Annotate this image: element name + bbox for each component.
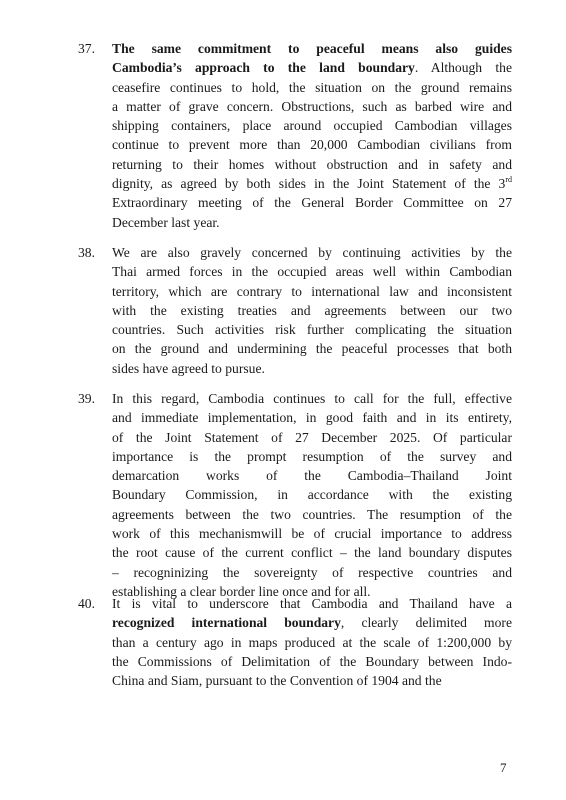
text-line (112, 594, 512, 613)
text-run: shipping containers, place around occupied Cambodian villages (112, 118, 512, 134)
text-run: dignity, as agreed by both sides in the Joint Statement of the 3 (112, 176, 506, 192)
paragraph-body (112, 594, 512, 690)
paragraph-number: 38. (78, 245, 95, 260)
paragraph-38 (78, 243, 512, 378)
text-line (112, 613, 512, 632)
bold-text: The same commitment to peaceful means also guides (112, 41, 512, 56)
text-run: and immediate implementation, in good faith and in its entirety, (112, 410, 512, 426)
text-run: , clearly delimited more (340, 615, 512, 631)
paragraph-40 (78, 594, 512, 690)
page-number: 7 (500, 760, 507, 775)
text-run: importance is the prompt resumption of the survey and (112, 448, 512, 464)
text-run: the root cause of the current conflict – the land boundary disputes (112, 545, 512, 561)
text-line (112, 652, 512, 671)
text-line (112, 97, 512, 116)
text-run: December last year. (112, 214, 220, 230)
text-line (112, 155, 512, 174)
text-line (112, 193, 512, 212)
text-line (112, 78, 512, 97)
text-line (112, 243, 512, 262)
text-line (112, 428, 512, 447)
text-line (112, 135, 512, 154)
text-line (112, 213, 512, 232)
paragraph-number: 39. (78, 391, 95, 406)
text-run: on the ground and undermining the peaceful processes that both (112, 341, 512, 357)
text-run: In this regard, Cambodia continues to call for the full, effective (112, 391, 512, 406)
text-run: Boundary Commission, in accordance with the existing (112, 487, 512, 503)
text-run: the Commissions of Delimitation of the Boundary between Indo- (112, 653, 512, 669)
text-line (112, 389, 512, 408)
paragraph-37 (78, 39, 512, 232)
text-line (112, 563, 512, 582)
text-run: work of this mechanismwill be of crucial importance to address (112, 526, 512, 542)
text-line (112, 339, 512, 358)
text-run: continue to prevent more than 20,000 Cambodian civilians from (112, 137, 512, 153)
text-line (112, 408, 512, 427)
text-run: a matter of grave concern. Obstructions, such as barbed wire and (112, 98, 512, 114)
text-line (112, 485, 512, 504)
paragraph-body (112, 39, 512, 232)
text-line (112, 524, 512, 543)
text-line (112, 282, 512, 301)
text-line (112, 301, 512, 320)
text-run: Extraordinary meeting of the General Border Committee on 27 (112, 195, 512, 211)
paragraph-39 (78, 389, 512, 601)
text-line (112, 671, 512, 690)
paragraph-number: 40. (78, 596, 95, 611)
text-run: with the existing treaties and agreements between our two (112, 302, 512, 318)
text-line (112, 58, 512, 77)
text-run: territory, which are contrary to international law and inconsistent (112, 283, 512, 299)
text-run: sides have agreed to pursue. (112, 360, 265, 376)
text-run: We are also gravely concerned by continuing activities by the (112, 245, 512, 260)
text-run: agreements between the two countries. The resumption of the (112, 506, 512, 522)
text-run: China and Siam, pursuant to the Convention of 1904 and the (112, 673, 442, 689)
text-run: – recogninizing the sovereignty of respective countries and (112, 564, 512, 580)
paragraph-body (112, 243, 512, 378)
text-line (112, 505, 512, 524)
paragraph-body (112, 389, 512, 601)
text-run: ceasefire continues to hold, the situation on the ground remains (112, 79, 512, 95)
text-line (112, 262, 512, 281)
text-run: of the Joint Statement of 27 December 2025. Of particular (112, 429, 512, 445)
text-line (112, 543, 512, 562)
bold-text: Cambodia’s approach to the land boundary (112, 60, 415, 76)
bold-text: recognized international boundary (112, 615, 341, 631)
text-line (112, 320, 512, 339)
superscript-text: rd (505, 175, 512, 185)
text-run: demarcation works of the Cambodia–Thailand Joint (112, 468, 512, 484)
text-line (112, 466, 512, 485)
text-run: It is vital to underscore that Cambodia and Thailand have a (112, 596, 512, 611)
text-line (112, 174, 512, 193)
text-line (112, 116, 512, 135)
paragraph-number: 37. (78, 41, 95, 56)
text-run: . Although the (414, 60, 512, 76)
text-run: Thai armed forces in the occupied areas well within Cambodian (112, 264, 512, 280)
text-run: returning to their homes without obstruction and in safety and (112, 156, 512, 172)
text-line (112, 39, 512, 58)
text-run: than a century ago in maps produced at the scale of 1:200,000 by (112, 634, 512, 650)
text-run: countries. Such activities risk further complicating the situation (112, 322, 512, 338)
text-line (112, 633, 512, 652)
text-line (112, 447, 512, 466)
text-run: establishing a clear border line once and for all. (112, 583, 371, 599)
text-line (112, 359, 512, 378)
